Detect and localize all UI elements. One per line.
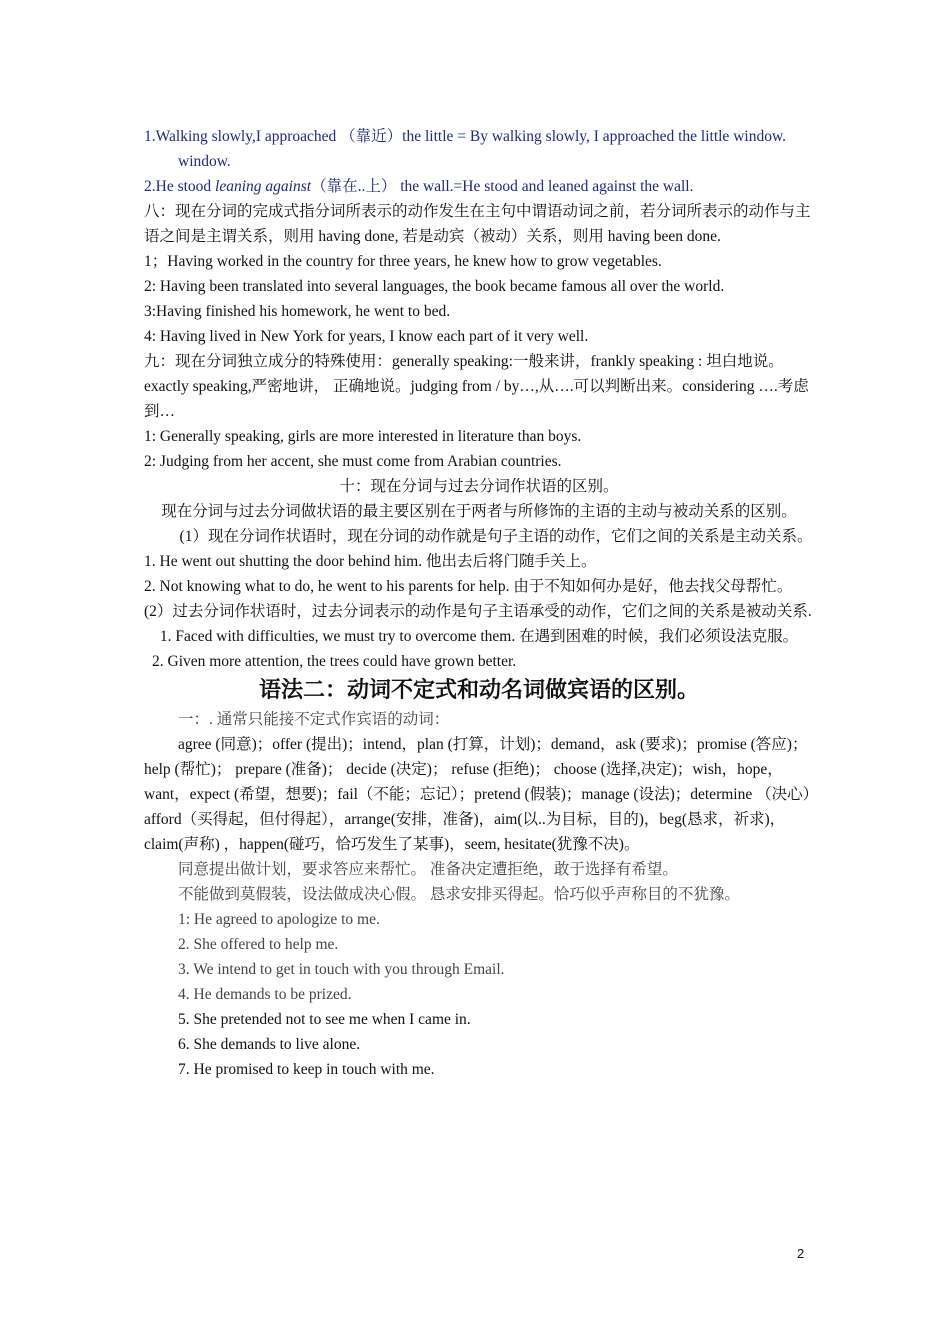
grammar-two-heading: 语法二：动词不定式和动名词做宾语的区别。 [258,678,699,703]
section-ten-intro: 现在分词与过去分词做状语的最主要区别在于两者与所修饰的主语的主动与被动关系的区别。 [161,503,797,520]
infinitive-verbs-title: 一：. 通常只能接不定式作宾语的动词： [178,711,450,728]
infinitive-verbs-list: agree (同意)；offer (提出)；intend，plan (打算，计划)；demand，ask (要求)；promise (答应)； help (帮忙)； prepare (准备)； decide (决定)； refuse (拒绝)； choose (选择,决定)；wish，hope，want，expect (希望，想要)；fail（不能；忘记）；pretend (假装)；manage (设法)；determine （决心）afford（买得起，但付得起），arrange(安排，准备)，aim(以..为目标，目的)，beg(恳求，祈求)，claim(声称) ，happen(碰巧，恰巧发生了某事)，seem, hesitate(犹豫不决)。 [144,736,811,853]
infinitive-example-6: 6. She demands to live alone. [178,1036,361,1053]
present-participle-example-2: 2. Not knowing what to do, he went to his parents for help. 由于不知如何办是好，他去找父母帮忙。 [144,578,793,595]
infinitive-example-3: 3. We intend to get in touch with you through Email. [178,961,505,978]
past-participle-rule: (2）过去分词作状语时，过去分词表示的动作是句子主语承受的动作，它们之间的关系是被动关系. [144,603,812,620]
section-eight-example-2: 2: Having been translated into several languages, the book became famous all over the world. [144,278,725,295]
section-nine-example-2: 2: Judging from her accent, she must come from Arabian countries. [144,453,562,470]
present-participle-rule: (1）现在分词作状语时，现在分词的动作就是句子主语的动作，它们之间的关系是主动关系。 [179,528,813,545]
infinitive-example-2: 2. She offered to help me. [178,936,339,953]
past-participle-example-2: 2. Given more attention, the trees could have grown better. [152,653,517,670]
section-nine-paragraph: 九：现在分词独立成分的特殊使用：generally speaking:一般来讲，frankly speaking : 坦白地说。exactly speaking,严密地讲， 正确地说。judging from / by…,从….可以判断出来。considering ….考虑到… [144,353,809,420]
present-participle-example-1: 1. He went out shutting the door behind him. 他出去后将门随手关上。 [144,553,597,570]
infinitive-example-4: 4. He demands to be prized. [178,986,352,1003]
leaning-emphasis: leaning against [215,178,312,195]
page-number: 2 [797,1246,805,1261]
leaning-rest: （靠在..上） the wall.=He stood and leaned against the wall. [311,178,694,195]
past-participle-example-1: 1. Faced with difficulties, we must try to overcome them. 在遇到困难的时候，我们必须设法克服。 [159,628,799,645]
infinitive-example-5: 5. She pretended not to see me when I came in. [178,1011,471,1028]
section-ten-title: 十：现在分词与过去分词作状语的区别。 [339,478,619,495]
section-eight-paragraph: 八：现在分词的完成式指分词所表示的动作发生在主句中谓语动词之前，若分词所表示的动作与主语之间是主谓关系，则用 having done, 若是动宾（被动）关系，则用 having been done. [144,203,811,245]
page-content [144,124,814,1082]
mnemonic-line-1: 同意提出做计划，要求答应来帮忙。 准备决定遭拒绝，敢于选择有希望。 [178,861,678,878]
example-leaning-against [144,174,814,199]
infinitive-example-1: 1: He agreed to apologize to me. [178,911,380,928]
example-window-continuation: window. [178,153,231,170]
section-eight-example-3: 3:Having finished his homework, he went to bed. [144,303,451,320]
mnemonic-line-2: 不能做到莫假装，设法做成决心假。 恳求安排买得起。恰巧似乎声称目的不犹豫。 [178,886,740,903]
section-nine-example-1: 1: Generally speaking, girls are more interested in literature than boys. [144,428,582,445]
section-eight-example-4: 4: Having lived in New York for years, I know each part of it very well. [144,328,589,345]
infinitive-example-7: 7. He promised to keep in touch with me. [178,1061,435,1078]
leaning-prefix: 2.He stood [144,178,216,195]
example-walking-slowly: 1.Walking slowly,I approached （靠近）the little = By walking slowly, I approached the little window. [144,128,787,145]
section-eight-example-1: 1；Having worked in the country for three years, he knew how to grow vegetables. [144,253,662,270]
